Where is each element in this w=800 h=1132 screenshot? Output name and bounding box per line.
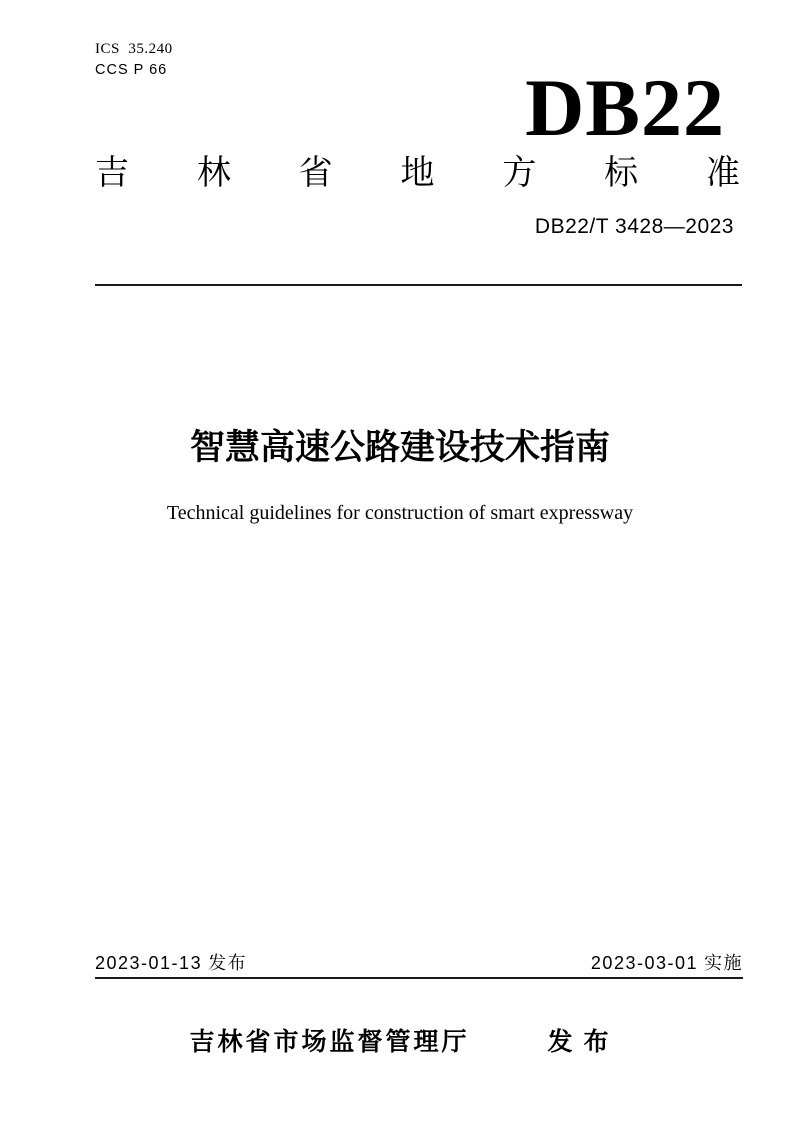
doc-number: DB22/T 3428—2023	[534, 215, 734, 238]
implement-date-label: 实施	[704, 953, 743, 973]
issue-date-group	[95, 954, 247, 972]
ccs-code: CCS P 66	[95, 62, 168, 78]
dates-row	[95, 954, 743, 972]
document-title-en: Technical guidelines for construction of smart expressway	[166, 502, 634, 524]
header-rule	[95, 284, 742, 286]
publisher-name: 吉林省市场监督管理厅	[189, 1028, 470, 1056]
issue-date: 2023-01-13	[95, 953, 203, 973]
document-title-zh: 智慧高速公路建设技术指南	[189, 428, 610, 467]
ics-code: ICS 35.240	[95, 41, 173, 57]
footer-rule	[95, 977, 743, 979]
implement-date-group	[591, 954, 743, 972]
standard-category-heading: 吉 林 省 地 方 标 准	[95, 154, 740, 192]
implement-date: 2023-03-01	[590, 953, 698, 973]
publish-label: 发 布	[547, 1028, 611, 1056]
db22-logo: DB22	[525, 62, 725, 153]
issue-date-label: 发布	[208, 953, 248, 973]
publisher-row	[0, 1029, 800, 1057]
